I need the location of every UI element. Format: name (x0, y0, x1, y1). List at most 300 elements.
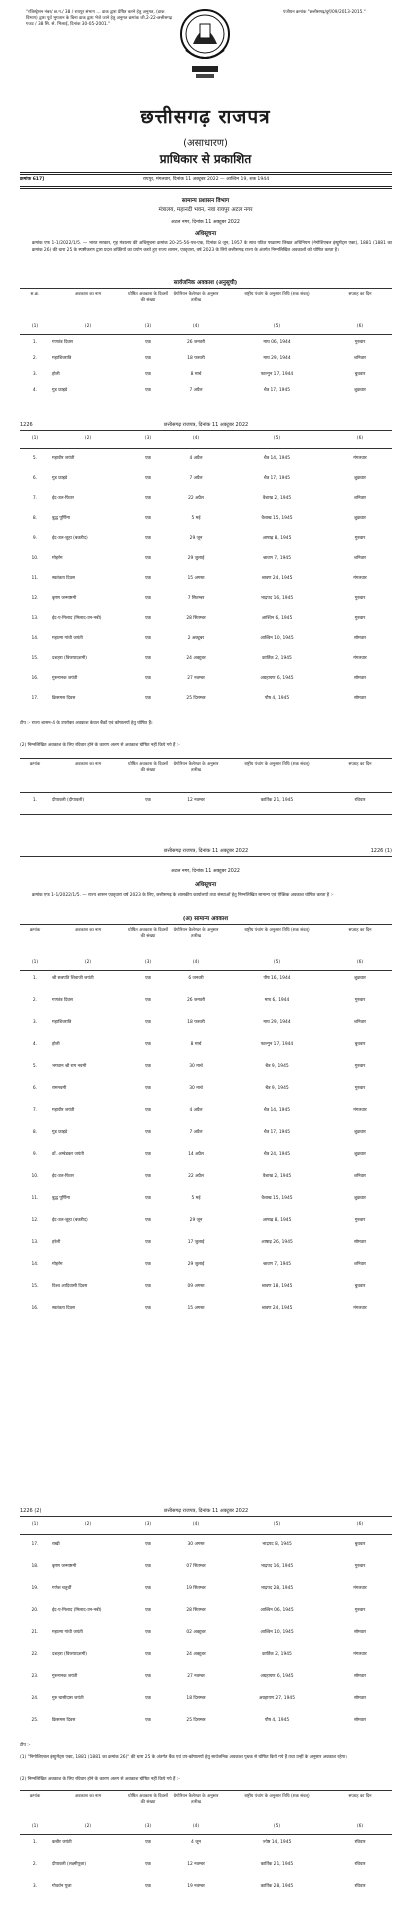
table-row (20, 340, 392, 356)
general-holiday-table-continued (20, 1522, 392, 1730)
holiday-name-cell: ईद-ए-मिलाद (मिलाद-उन-नबी) (52, 1608, 102, 1613)
days-cell: एक (145, 388, 151, 393)
saka-date-cell: कार्तिक 2, 1945 (262, 656, 292, 661)
weekday-cell: सोमवार (353, 1674, 367, 1679)
colnum: (4) (192, 324, 200, 329)
department-name: सामान्य प्रशासन विभाग (181, 198, 230, 204)
header-holiday-name: अवकाश का नाम (74, 762, 102, 767)
saka-date-cell: कार्तिक 2, 1945 (262, 1652, 292, 1657)
saka-date-cell: आश्विन 06, 1945 (260, 1608, 294, 1613)
registration-note: "रजिस्ट्रेशन नंबर/ छ.ग./ 38 / रायपुर संभाग … डाक द्वारा प्रेषित करने हेतु अनुमत, (डाक विभाग) द्वारा पूर्व भुगतान के बिना डाक द्वारा भेजे जाने हेतु अनुमत क्रमांक जी.2-22-छत्तीसगढ़ गजट / 38 सि. से. भिलाई, दिनांक 30-05-2001." (26, 10, 173, 28)
days-cell: एक (145, 372, 151, 377)
holiday-name-cell: ईद-उल-जुहा (बकरीद) (52, 1218, 88, 1223)
gregorian-date-cell: 30 मार्च (189, 1086, 203, 1091)
serial-cell: 8. (32, 516, 38, 521)
days-cell: एक (145, 356, 151, 361)
table-row (20, 1674, 392, 1696)
colnum: (2) (84, 960, 92, 965)
table-row (20, 1284, 392, 1306)
weekday-cell: रविवार (354, 1884, 366, 1889)
serial-cell: 3. (32, 372, 38, 377)
gregorian-date-cell: 25 दिसम्बर (186, 696, 206, 701)
weekday-cell: सोमवार (353, 1240, 367, 1245)
colnum: (3) (144, 960, 152, 965)
serial-cell: 8. (32, 1130, 38, 1135)
table-rule (20, 1834, 392, 1835)
gregorian-date-cell: 25 दिसम्बर (186, 1718, 206, 1723)
table-row (20, 1262, 392, 1284)
table-row (20, 496, 392, 516)
running-title: छत्तीसगढ़ राजपत्र, दिनांक 11 अक्टूबर 2022 (163, 422, 249, 428)
table-body (20, 340, 392, 404)
serial-cell: 19. (31, 1586, 39, 1591)
serial-cell: 5. (32, 456, 38, 461)
colnum: (5) (273, 960, 281, 965)
saka-date-cell: श्रावण 24, 1945 (261, 1306, 293, 1311)
days-cell: एक (145, 556, 151, 561)
holiday-name-cell: महावीर जयंती (52, 1108, 75, 1113)
serial-cell: 11. (31, 1196, 39, 1201)
colnum: (5) (273, 1824, 281, 1829)
gregorian-date-cell: 29 जून (189, 1218, 203, 1223)
holiday-name-cell: कृष्ण जन्माष्टमी (52, 1564, 77, 1569)
table-row (20, 1020, 392, 1042)
table-row (20, 998, 392, 1020)
department-address: मंत्रालय, महानदी भवन, नवा रायपुर अटल नगर (158, 207, 253, 213)
header-holiday-name: अवकाश का नाम (74, 928, 102, 933)
gregorian-date-cell: 26 जनवरी (186, 340, 206, 345)
saka-date-cell: पौष 4, 1945 (264, 1718, 290, 1723)
colnum: (6) (356, 960, 364, 965)
weekday-cell: बुधवार (354, 372, 366, 377)
sunday-note: (2) निम्नलिखित अवकाश के लिए रविवार होने के कारण अलग से अवकाश घोषित नहीं किये गये हैं :- (20, 1777, 180, 1782)
holiday-name-cell: ईद-ए-मिलाद (मिलाद-उन-नबी) (52, 616, 102, 621)
days-cell: एक (145, 998, 151, 1003)
days-cell: एक (145, 496, 151, 501)
table-body (20, 1542, 392, 1740)
days-cell: एक (145, 1696, 151, 1701)
gazette-authority: प्राधिकार से प्रकाशित (159, 152, 252, 166)
weekday-cell: मंगलवार (353, 1108, 367, 1113)
weekday-cell: शनिवार (354, 1262, 366, 1267)
holiday-name-cell: दीपावली (दीपावली) (52, 798, 85, 803)
weekday-cell: सोमवार (353, 676, 367, 681)
saka-date-cell: आश्विन 10, 1945 (260, 636, 294, 641)
table-body (20, 456, 392, 716)
header-gregorian: ग्रेगोरियन कैलेण्डर के अनुसार तारीख (173, 1794, 219, 1805)
saka-date-cell: माघ 29, 1944 (263, 1020, 291, 1025)
holiday-name-cell: गुरुनानक जयंती (52, 1674, 78, 1679)
saka-date-cell: कार्तिक 28, 1945 (260, 1884, 294, 1889)
days-cell: एक (145, 1586, 151, 1591)
holiday-name-cell: ईद-उल-फितर (52, 496, 74, 501)
table-row (20, 1218, 392, 1240)
days-cell: एक (145, 1262, 151, 1267)
holiday-name-cell: हरेली (52, 1240, 61, 1245)
table-row (20, 1174, 392, 1196)
gregorian-date-cell: 09 अगस्त (187, 1284, 205, 1289)
colnum: (1) (31, 960, 39, 965)
serial-cell: 16. (31, 1306, 39, 1311)
serial-cell: 6. (32, 476, 38, 481)
days-cell: एक (145, 616, 151, 621)
days-cell: एक (145, 1086, 151, 1091)
table-rule (20, 448, 392, 449)
table-row (20, 372, 392, 388)
saka-date-cell: चैत्र 17, 1945 (263, 1130, 291, 1135)
weekday-cell: मंगलवार (353, 576, 367, 581)
table-row (20, 1130, 392, 1152)
holiday-name-cell: कबीर जयंती (52, 1840, 72, 1845)
general-holiday-table (20, 924, 392, 1322)
serial-cell: 23. (31, 1674, 39, 1679)
holiday-name-cell: कृष्ण जन्माष्टमी (52, 596, 77, 601)
gregorian-date-cell: 28 सितम्बर (186, 1608, 206, 1613)
days-cell: एक (145, 576, 151, 581)
note-heading: टीप :- (20, 1743, 31, 1748)
table-row (20, 556, 392, 576)
header-saka: राष्ट्रीय पंचांग के अनुसार तिथि (शक संवत्) (244, 1794, 310, 1799)
colnum: (4) (192, 1824, 200, 1829)
days-cell: एक (145, 1042, 151, 1047)
weekday-cell: शनिवार (354, 356, 366, 361)
saka-date-cell: श्रावण 7, 1945 (262, 1262, 292, 1267)
table-row (20, 576, 392, 596)
header-days: घोषित अवकाश के दिवसों की संख्या (128, 292, 168, 303)
holiday-name-cell: महाशिवरात्रि (52, 356, 72, 361)
table-row (20, 1586, 392, 1608)
serial-cell: 9. (32, 536, 38, 541)
header-weekday: सप्ताह का दिन (348, 292, 372, 297)
holiday-name-cell: ईद-उल-जुहा (बकरीद) (52, 536, 88, 541)
weekday-cell: सोमवार (353, 696, 367, 701)
gregorian-date-cell: 24 अक्टूबर (186, 656, 206, 661)
serial-cell: 12. (31, 1218, 39, 1223)
gregorian-date-cell: 12 नवम्बर (187, 1862, 205, 1867)
column-number-row (20, 960, 392, 970)
holiday-name-cell: महावीर जयंती (52, 456, 75, 461)
table-row (20, 388, 392, 404)
column-number-row (20, 324, 392, 334)
days-cell: एक (145, 1108, 151, 1113)
notice-paragraph: क्रमांक एफ 1-1/2022/1/5. — भारत सरकार, गृह मंत्रालय की अधिसूचना क्रमांक 20-25-56-पब-एक, दिनांक 8 जून, 1957 के साथ पठित परक्राम्य लिखत अधिनियम (नेगोशिएबल इंस्ट्रूमेंट्स एक्ट), 1881 (1881 का क्रमांक 26) की धारा 25 के स्पष्टीकरण द्वारा प्रदत्त शक्तियों का प्रयोग करते हुए राज्य शासन, एतद्द्वारा, वर्ष 2023 के लिये छत्तीसगढ़ राज्य के अंतर्गत निम्नलिखित अवकाशों को घोषित करता है। (32, 241, 392, 253)
header-saka: राष्ट्रीय पंचांग के अनुसार तिथि (शक संवत्) (244, 928, 310, 933)
serial-cell: 1. (32, 798, 38, 803)
serial-cell: 2. (32, 1862, 38, 1867)
table-row (20, 696, 392, 716)
table-row (20, 456, 392, 476)
gregorian-date-cell: 18 दिसम्बर (186, 1696, 206, 1701)
weekday-cell: शुक्रवार (354, 516, 366, 521)
holiday-name-cell: गुड फ्राइडे (52, 388, 68, 393)
serial-cell: 15. (31, 1284, 39, 1289)
serial-cell: 1. (32, 340, 38, 345)
gregorian-date-cell: 29 जून (189, 536, 203, 541)
saka-date-cell: कार्तिक 21, 1945 (260, 1862, 294, 1867)
days-cell: एक (145, 1064, 151, 1069)
gregorian-date-cell: 28 सितम्बर (186, 616, 206, 621)
holiday-name-cell: बुद्ध पूर्णिमा (52, 1196, 70, 1201)
table-row (20, 676, 392, 696)
colnum: (1) (31, 436, 39, 441)
days-cell: एक (145, 636, 151, 641)
gregorian-date-cell: 30 अगस्त (187, 1542, 205, 1547)
weekday-cell: गुरुवार (354, 1564, 366, 1569)
days-cell: एक (145, 1884, 151, 1889)
table-row (20, 1630, 392, 1652)
schedule-title: सार्वजनिक अवकाश (अनुसूची) (173, 280, 238, 286)
header-serial: क्रमांक (29, 928, 41, 933)
gregorian-date-cell: 19 सितम्बर (186, 1586, 206, 1591)
gregorian-date-cell: 6 जनवरी (188, 976, 204, 981)
weekday-cell: शुक्रवार (354, 976, 366, 981)
days-cell: एक (145, 1174, 151, 1179)
table-rule (20, 792, 392, 793)
saka-date-cell: चैत्र 17, 1945 (263, 476, 291, 481)
serial-cell: 13. (31, 616, 39, 621)
column-number-row (20, 1522, 392, 1532)
table-body (20, 798, 392, 812)
table-row (20, 1840, 392, 1862)
saka-date-cell: वैशाख 15, 1945 (261, 516, 293, 521)
days-cell: एक (145, 456, 151, 461)
weekday-cell: गुरुवार (354, 616, 366, 621)
colnum: (1) (31, 1522, 39, 1527)
saka-date-cell: अग्रहायण 6, 1945 (260, 676, 294, 681)
saka-date-cell: चैत्र 17, 1945 (263, 388, 291, 393)
days-cell: एक (145, 1674, 151, 1679)
holiday-name-cell: गणतंत्र दिवस (52, 998, 73, 1003)
notice2-date-line: अटल नगर, दिनांक 11 अक्टूबर 2022 (171, 869, 240, 874)
colnum: (2) (84, 324, 92, 329)
colnum: (6) (356, 1522, 364, 1527)
weekday-cell: गुरुवार (354, 340, 366, 345)
serial-cell: 10. (31, 1174, 39, 1179)
holiday-name-cell: दशहरा (विजयादशमी) (52, 656, 88, 661)
weekday-cell: शनिवार (354, 496, 366, 501)
days-cell: एक (145, 798, 151, 803)
colnum: (2) (84, 1824, 92, 1829)
serial-cell: 14. (31, 636, 39, 641)
bank-note: टीप :- राज्य शासन-4 के उपरोक्त अवकाश केवल बैंकों एवं कोषालयों हेतु घोषित हैं। (20, 721, 153, 726)
issue-line (20, 176, 392, 182)
weekday-cell: रविवार (354, 798, 366, 803)
header-gregorian: ग्रेगोरियन कैलेण्डर के अनुसार तारीख (173, 292, 219, 303)
weekday-cell: मंगलवार (353, 456, 367, 461)
header-saka: राष्ट्रीय पंचांग के अनुसार तिथि (शक संवत्) (244, 762, 310, 767)
header-divider (20, 186, 392, 189)
colnum: (5) (273, 1522, 281, 1527)
table-row (20, 656, 392, 676)
page-number: 1226 (1) (370, 848, 392, 854)
holiday-name-cell: गणेश चतुर्थी (52, 1586, 72, 1591)
saka-date-cell: चैत्र 14, 1945 (263, 1108, 291, 1113)
holiday-name-cell: गुरुनानक जयंती (52, 676, 78, 681)
holiday-table-continued (20, 436, 392, 706)
gregorian-date-cell: 14 अप्रैल (188, 1152, 204, 1157)
saka-date-cell: कार्तिक 21, 1945 (260, 798, 294, 803)
running-title: छत्तीसगढ़ राजपत्र, दिनांक 11 अक्टूबर 2022 (163, 1508, 249, 1514)
weekday-cell: गुरुवार (354, 1218, 366, 1223)
saka-date-cell: फाल्गुन 17, 1944 (260, 372, 294, 377)
colnum: (4) (192, 1522, 200, 1527)
saka-date-cell: आषाढ़ 8, 1945 (262, 536, 292, 541)
weekday-cell: शनिवार (354, 1174, 366, 1179)
serial-cell: 1. (32, 976, 38, 981)
holiday-name-cell: गुड फ्राइडे (52, 1130, 68, 1135)
serial-cell: 25. (31, 1718, 39, 1723)
table-rule (20, 970, 392, 971)
column-number-row (20, 436, 392, 446)
table-row (20, 1862, 392, 1884)
saka-date-cell: चैत्र 9, 1945 (265, 1086, 289, 1091)
gregorian-date-cell: 19 नवम्बर (187, 1884, 205, 1889)
table-row (20, 516, 392, 536)
gregorian-date-cell: 29 जुलाई (187, 1262, 205, 1267)
saka-date-cell: श्रावण 18, 1945 (261, 1284, 293, 1289)
weekday-cell: सोमवार (353, 1718, 367, 1723)
gregorian-date-cell: 17 जुलाई (187, 1240, 205, 1245)
days-cell: एक (145, 1840, 151, 1845)
table-row (20, 1542, 392, 1564)
saka-date-cell: भाद्रपद 16, 1945 (260, 596, 294, 601)
weekday-cell: मंगलवार (353, 1306, 367, 1311)
table-row (20, 1086, 392, 1108)
holiday-name-cell: गणतंत्र दिवस (52, 340, 73, 345)
gregorian-date-cell: 8 मार्च (190, 1042, 202, 1047)
serial-cell: 3. (32, 1884, 38, 1889)
holiday-name-cell: गुरु घासीदास जयंती (52, 1696, 84, 1701)
holiday-name-cell: राखी (52, 1542, 60, 1547)
days-cell: एक (145, 516, 151, 521)
notice2-paragraph: क्रमांक एफ 1-1/2022/1/5. — राज्य शासन एतद्द्वारा वर्ष 2023 के लिए, छत्तीसगढ़ के शासकीय कार्यालयों तथा संस्थाओं हेतु निम्नलिखित सामान्य एवं ऐच्छिक अवकाश घोषित करता है :- (32, 893, 334, 898)
serial-cell: 2. (32, 356, 38, 361)
weekday-cell: मंगलवार (353, 1652, 367, 1657)
serial-cell: 22. (31, 1652, 39, 1657)
table-row (20, 616, 392, 636)
saka-date-cell: चैत्र 24, 1945 (263, 1152, 291, 1157)
gregorian-date-cell: 7 अप्रैल (189, 476, 203, 481)
days-cell: एक (145, 976, 151, 981)
saka-date-cell: आश्विन 10, 1945 (260, 1630, 294, 1635)
notice-title: अधिसूचना (194, 231, 217, 237)
serial-cell: 15. (31, 656, 39, 661)
days-cell: एक (145, 1152, 151, 1157)
table-row (20, 798, 392, 812)
gregorian-date-cell: 24 अक्टूबर (186, 1652, 206, 1657)
saka-date-cell: पौष 4, 1945 (264, 696, 290, 701)
weekday-cell: बुधवार (354, 1284, 366, 1289)
holiday-name-cell: महात्मा गांधी जयंती (52, 636, 83, 641)
weekday-cell: सोमवार (353, 1696, 367, 1701)
gregorian-date-cell: 2 अक्टूबर (187, 636, 205, 641)
colnum: (3) (144, 1522, 152, 1527)
table-row (20, 1042, 392, 1064)
holiday-name-cell: होली (52, 372, 60, 377)
serial-cell: 16. (31, 676, 39, 681)
days-cell: एक (145, 1196, 151, 1201)
header-serial: क्रमांक (29, 1794, 41, 1799)
sunday-holiday-table (20, 1790, 392, 1900)
serial-cell: 7. (32, 1108, 38, 1113)
table-header (20, 924, 392, 960)
gregorian-date-cell: 7 सितम्बर (187, 596, 205, 601)
notice-date-line: अटल नगर, दिनांक 11 अक्टूबर 2022 (171, 220, 240, 225)
gregorian-date-cell: 07 सितम्बर (186, 1564, 206, 1569)
colnum: (6) (356, 324, 364, 329)
weekday-cell: शनिवार (354, 556, 366, 561)
gregorian-date-cell: 4 जून (191, 1840, 201, 1845)
table-row (20, 1608, 392, 1630)
holiday-name-cell: गोवर्धन पूजा (52, 1884, 72, 1889)
weekday-cell: शनिवार (354, 1020, 366, 1025)
header-holiday-name: अवकाश का नाम (74, 292, 102, 297)
saka-date-cell: चैत्र 14, 1945 (263, 456, 291, 461)
weekday-cell: सोमवार (353, 636, 367, 641)
holiday-name-cell: क्रिसमस दिवस (52, 1718, 76, 1723)
table-row (20, 1064, 392, 1086)
table-body (20, 1840, 392, 1906)
colnum: (4) (192, 436, 200, 441)
days-cell: एक (145, 1130, 151, 1135)
table-row (20, 596, 392, 616)
weekday-cell: शुक्रवार (354, 1152, 366, 1157)
weekday-cell: गुरुवार (354, 1064, 366, 1069)
holiday-name-cell: मोहर्रम (52, 556, 63, 561)
days-cell: एक (145, 476, 151, 481)
colnum: (6) (356, 436, 364, 441)
weekday-cell: शुक्रवार (354, 388, 366, 393)
holiday-name-cell: क्रिसमस दिवस (52, 696, 76, 701)
days-cell: एक (145, 1718, 151, 1723)
saka-date-cell: ज्येष्ठ 14, 1945 (262, 1840, 292, 1845)
header-weekday: सप्ताह का दिन (348, 1794, 372, 1799)
table-row (20, 1108, 392, 1130)
saka-date-cell: श्रावण 7, 1945 (262, 556, 292, 561)
gregorian-date-cell: 30 मार्च (189, 1064, 203, 1069)
serial-cell: 12. (31, 596, 39, 601)
saka-date-cell: माघ 29, 1944 (263, 356, 291, 361)
days-cell: एक (145, 656, 151, 661)
weekday-cell: गुरुवार (354, 536, 366, 541)
saka-date-cell: भाद्रपद 28, 1945 (260, 1586, 294, 1591)
serial-cell: 11. (31, 576, 39, 581)
holiday-name-cell: दीपावली (लक्ष्मीपूजा) (52, 1862, 87, 1867)
days-cell: एक (145, 1862, 151, 1867)
saka-date-cell: माघ 6, 1944 (264, 998, 290, 1003)
days-cell: एक (145, 1284, 151, 1289)
serial-cell: 17. (31, 1542, 39, 1547)
gregorian-date-cell: 26 जनवरी (186, 998, 206, 1003)
table-body (20, 976, 392, 1328)
header-gregorian: ग्रेगोरियन कैलेण्डर के अनुसार तारीख (173, 928, 219, 939)
serial-cell: 13. (31, 1240, 39, 1245)
days-cell: एक (145, 1020, 151, 1025)
holiday-name-cell: रामनवमी (52, 1086, 67, 1091)
serial-cell: 2. (32, 998, 38, 1003)
holiday-name-cell: महाशिवरात्रि (52, 1020, 72, 1025)
serial-cell: 7. (32, 496, 38, 501)
holiday-name-cell: मोहर्रम (52, 1262, 63, 1267)
saka-date-cell: वैशाख 2, 1945 (262, 496, 292, 501)
days-cell: एक (145, 1630, 151, 1635)
days-cell: एक (145, 1564, 151, 1569)
weekday-cell: मंगलवार (353, 1586, 367, 1591)
serial-cell: 14. (31, 1262, 39, 1267)
sunday-holiday-table (20, 758, 392, 806)
saka-date-cell: फाल्गुन 17, 1944 (260, 1042, 294, 1047)
holiday-name-cell: विश्व आदिवासी दिवस (52, 1284, 88, 1289)
